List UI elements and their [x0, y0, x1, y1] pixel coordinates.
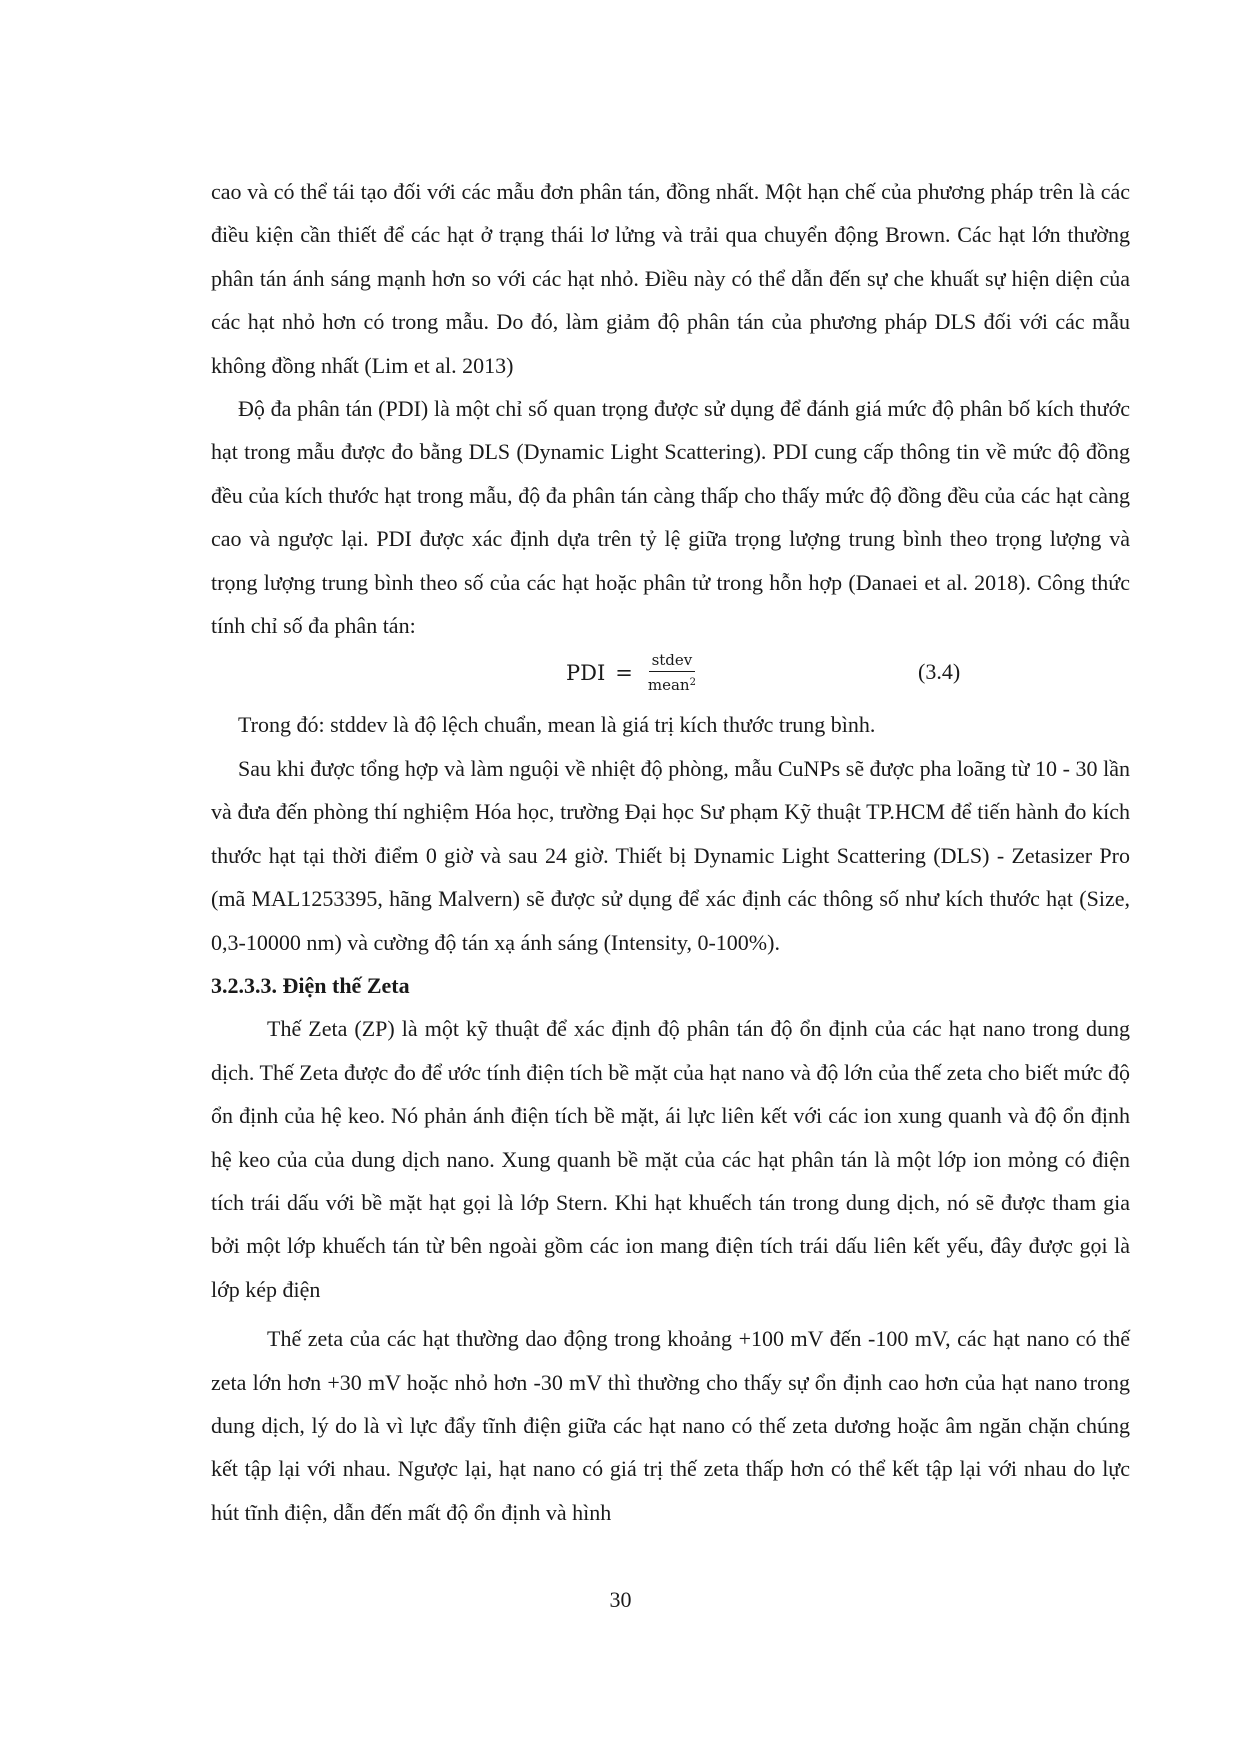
paragraph-pdi-definition: Độ đa phân tán (PDI) là một chỉ số quan trọng được sử dụng để đánh giá mức độ phân bố kích thước hạt trong mẫu được đo bằng DLS (Dynamic Light Scattering). PDI cung cấp thông tin về mức độ đồng đều của kích thước hạt trong mẫu, độ đa phân tán càng thấp cho thấy mức độ đồng đều của các hạt càng cao và ngược lại. PDI được xác định dựa trên tỷ lệ giữa trọng lượng trung bình theo trọng lượng và trọng lượng trung bình theo số của các hạt hoặc phân tử trong hỗn hợp (Danaei et al. 2018). Công thức tính chỉ số đa phân tán: [211, 396, 1130, 639]
equation-lhs: PDI [566, 660, 606, 685]
denominator-base: mean [647, 676, 690, 695]
paragraph-equation-legend: Trong đó: stddev là độ lệch chuẩn, mean là giá trị kích thước trung bình. [238, 712, 876, 738]
paragraph-zeta-range: Thế zeta của các hạt thường dao động trong khoảng +100 mV đến -100 mV, các hạt nano có thế zeta lớn hơn +30 mV hoặc nhỏ hơn -30 mV thì thường cho thấy sự ổn định cao hơn của hạt nano trong dung dịch, lý do là vì lực đẩy tĩnh điện giữa các hạt nano có thế zeta dương hoặc âm ngăn chặn chúng kết tập lại với nhau. Ngược lại, hạt nano có giá trị thế zeta thấp hơn có thể kết tập lại với nhau do lực hút tĩnh điện, dẫn đến mất độ ổn định và hình [211, 1326, 1130, 1525]
section-heading: 3.2.3.3. Điện thế Zeta [211, 972, 410, 998]
fraction-numerator: stdev [649, 651, 696, 672]
equation-fraction [645, 651, 699, 694]
page-content [211, 170, 1130, 1534]
equation-equals-sign: = [615, 660, 633, 685]
equation-body [566, 651, 699, 694]
equation-number: (3.4) [918, 659, 961, 685]
denominator-exponent: 2 [689, 677, 696, 689]
paragraph-dls-limitations: cao và có thể tái tạo đối với các mẫu đơn phân tán, đồng nhất. Một hạn chế của phương pháp trên là các điều kiện cần thiết để các hạt ở trạng thái lơ lửng và trải qua chuyển động Brown. Các hạt lớn thường phân tán ánh sáng mạnh hơn so với các hạt nhỏ. Điều này có thể dẫn đến sự che khuất sự hiện diện của các hạt nhỏ hơn có trong mẫu. Do đó, làm giảm độ phân tán của phương pháp DLS đối với các mẫu không đồng nhất (Lim et al. 2013) [211, 179, 1130, 378]
fraction-denominator [645, 672, 699, 694]
page-number: 30 [609, 1587, 632, 1612]
pdi-equation [211, 647, 1130, 703]
paragraph-zeta-definition: Thế Zeta (ZP) là một kỹ thuật để xác định độ phân tán độ ổn định của các hạt nano trong dung dịch. Thế Zeta được đo để ước tính điện tích bề mặt của hạt nano và độ lớn của thế zeta cho biết mức độ ổn định của hệ keo. Nó phản ánh điện tích bề mặt, ái lực liên kết với các ion xung quanh và độ ổn định hệ keo của của dung dịch nano. Xung quanh bề mặt của các hạt phân tán là một lớp ion mỏng có điện tích trái dấu với bề mặt hạt gọi là lớp Stern. Khi hạt khuếch tán trong dung dịch, nó sẽ được tham gia bởi một lớp khuếch tán từ bên ngoài gồm các ion mang điện tích trái dấu liên kết yếu, đây được gọi là lớp kép điện [211, 1016, 1130, 1302]
paragraph-dls-procedure: Sau khi được tổng hợp và làm nguội về nhiệt độ phòng, mẫu CuNPs sẽ được pha loãng từ 10 - 30 lần và đưa đến phòng thí nghiệm Hóa học, trường Đại học Sư phạm Kỹ thuật TP.HCM để tiến hành đo kích thước hạt tại thời điểm 0 giờ và sau 24 giờ. Thiết bị Dynamic Light Scattering (DLS) - Zetasizer Pro (mã MAL1253395, hãng Malvern) sẽ được sử dụng để xác định các thông số như kích thước hạt (Size, 0,3-10000 nm) và cường độ tán xạ ánh sáng (Intensity, 0-100%). [211, 755, 1130, 955]
